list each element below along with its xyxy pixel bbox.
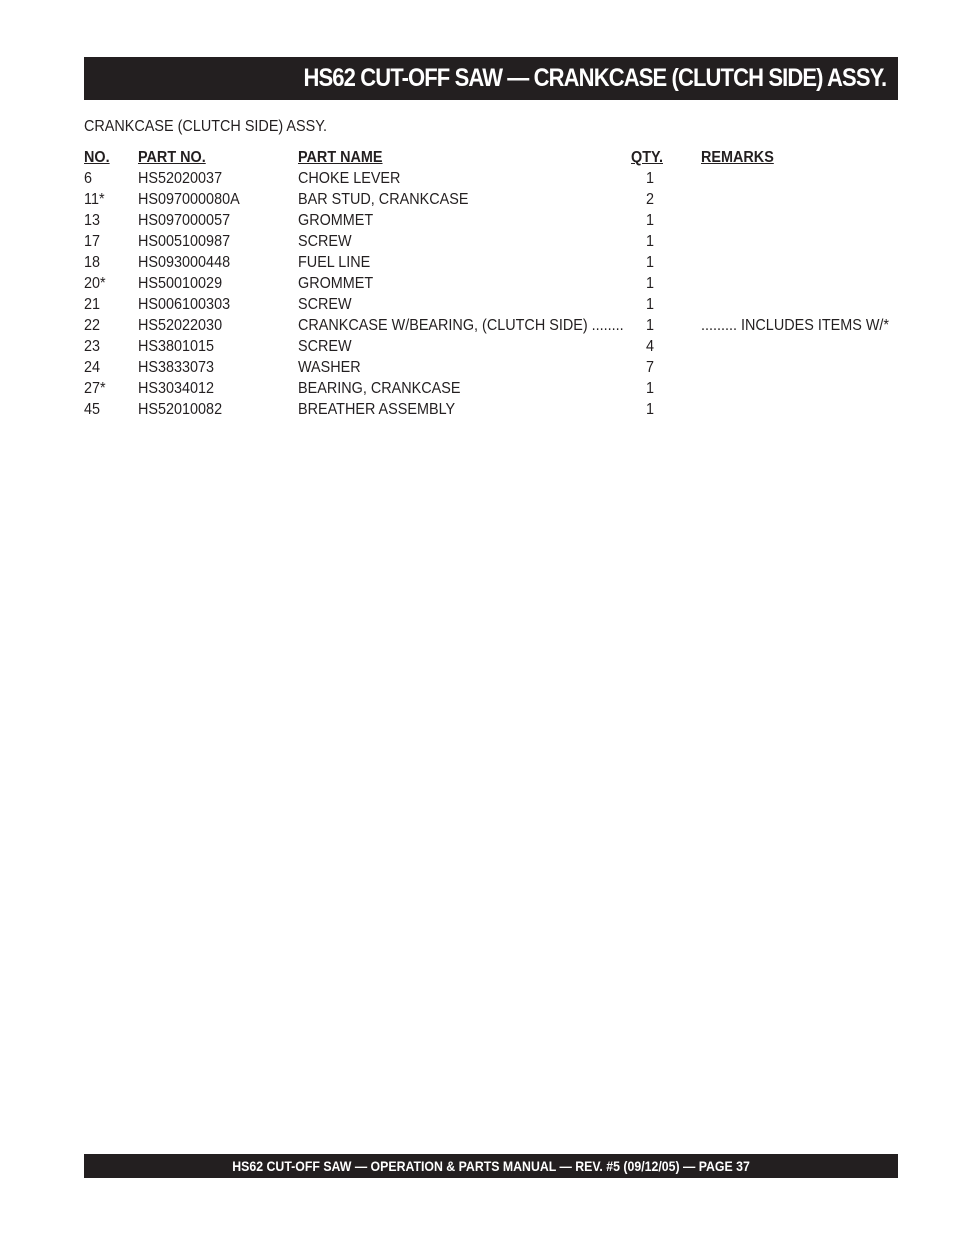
footer-bar [84, 1154, 898, 1178]
table-row [84, 273, 898, 294]
cell-part-name: SCREW [298, 233, 352, 250]
cell-remarks: ......... INCLUDES ITEMS W/* [701, 317, 890, 334]
cell-part-name: GROMMET [298, 212, 374, 229]
cell-part-name: FUEL LINE [298, 254, 371, 271]
cell-part-name: SCREW [298, 296, 352, 313]
cell-part-name: BAR STUD, CRANKCASE [298, 191, 469, 208]
cell-qty: 1 [645, 254, 655, 271]
cell-qty: 1 [645, 170, 655, 187]
column-header-no: NO. [84, 149, 110, 166]
footer-text: HS62 CUT-OFF SAW — OPERATION & PARTS MANUAL — REV. #5 (09/12/05) — PAGE 37 [232, 1158, 750, 1174]
cell-qty: 1 [645, 275, 655, 292]
cell-no: 18 [84, 254, 101, 271]
table-row [84, 399, 898, 420]
cell-no: 20* [84, 275, 106, 292]
page-title: HS62 CUT-OFF SAW — CRANKCASE (CLUTCH SIDE) ASSY. [303, 64, 886, 92]
cell-part-name: BREATHER ASSEMBLY [298, 401, 456, 418]
section-heading: CRANKCASE (CLUTCH SIDE) ASSY. [84, 118, 327, 135]
cell-qty: 1 [645, 380, 655, 397]
cell-qty: 1 [645, 296, 655, 313]
cell-part-name: BEARING, CRANKCASE [298, 380, 461, 397]
cell-no: 22 [84, 317, 101, 334]
cell-qty: 1 [645, 212, 655, 229]
cell-part-no: HS093000448 [138, 254, 231, 271]
cell-no: 23 [84, 338, 101, 355]
cell-qty: 4 [645, 338, 655, 355]
cell-part-no: HS006100303 [138, 296, 231, 313]
cell-part-no: HS52020037 [138, 170, 223, 187]
cell-no: 27* [84, 380, 106, 397]
cell-part-no: HS50010029 [138, 275, 223, 292]
cell-part-name: CHOKE LEVER [298, 170, 401, 187]
cell-no: 24 [84, 359, 101, 376]
cell-part-no: HS3801015 [138, 338, 215, 355]
cell-no: 6 [84, 170, 93, 187]
cell-part-name: SCREW [298, 338, 352, 355]
parts-table [84, 147, 898, 420]
cell-no: 13 [84, 212, 101, 229]
cell-part-no: HS097000080A [138, 191, 240, 208]
table-row [84, 210, 898, 231]
cell-qty: 1 [645, 401, 655, 418]
cell-part-name: GROMMET [298, 275, 374, 292]
table-row [84, 336, 898, 357]
cell-no: 21 [84, 296, 101, 313]
cell-part-no: HS52010082 [138, 401, 223, 418]
cell-part-no: HS097000057 [138, 212, 231, 229]
cell-part-name: WASHER [298, 359, 361, 376]
table-row [84, 378, 898, 399]
column-header-part-no: PART NO. [138, 149, 206, 166]
table-row [84, 231, 898, 252]
cell-qty: 2 [645, 191, 655, 208]
table-row [84, 357, 898, 378]
table-header-row [84, 147, 898, 168]
cell-qty: 1 [645, 317, 655, 334]
table-row [84, 189, 898, 210]
table-row [84, 294, 898, 315]
cell-no: 17 [84, 233, 101, 250]
cell-no: 45 [84, 401, 101, 418]
table-row [84, 168, 898, 189]
table-body [84, 168, 898, 420]
cell-qty: 7 [645, 359, 655, 376]
cell-part-name: CRANKCASE W/BEARING, (CLUTCH SIDE) ........ [298, 317, 624, 334]
cell-qty: 1 [645, 233, 655, 250]
page-title-bar [84, 57, 898, 100]
cell-part-no: HS3833073 [138, 359, 215, 376]
column-header-qty: QTY. [631, 149, 664, 166]
cell-part-no: HS3034012 [138, 380, 215, 397]
column-header-part-name: PART NAME [298, 149, 383, 166]
cell-part-no: HS005100987 [138, 233, 231, 250]
column-header-remarks: REMARKS [701, 149, 774, 166]
cell-part-no: HS52022030 [138, 317, 223, 334]
cell-no: 11* [84, 191, 105, 208]
table-row [84, 315, 898, 336]
table-row [84, 252, 898, 273]
